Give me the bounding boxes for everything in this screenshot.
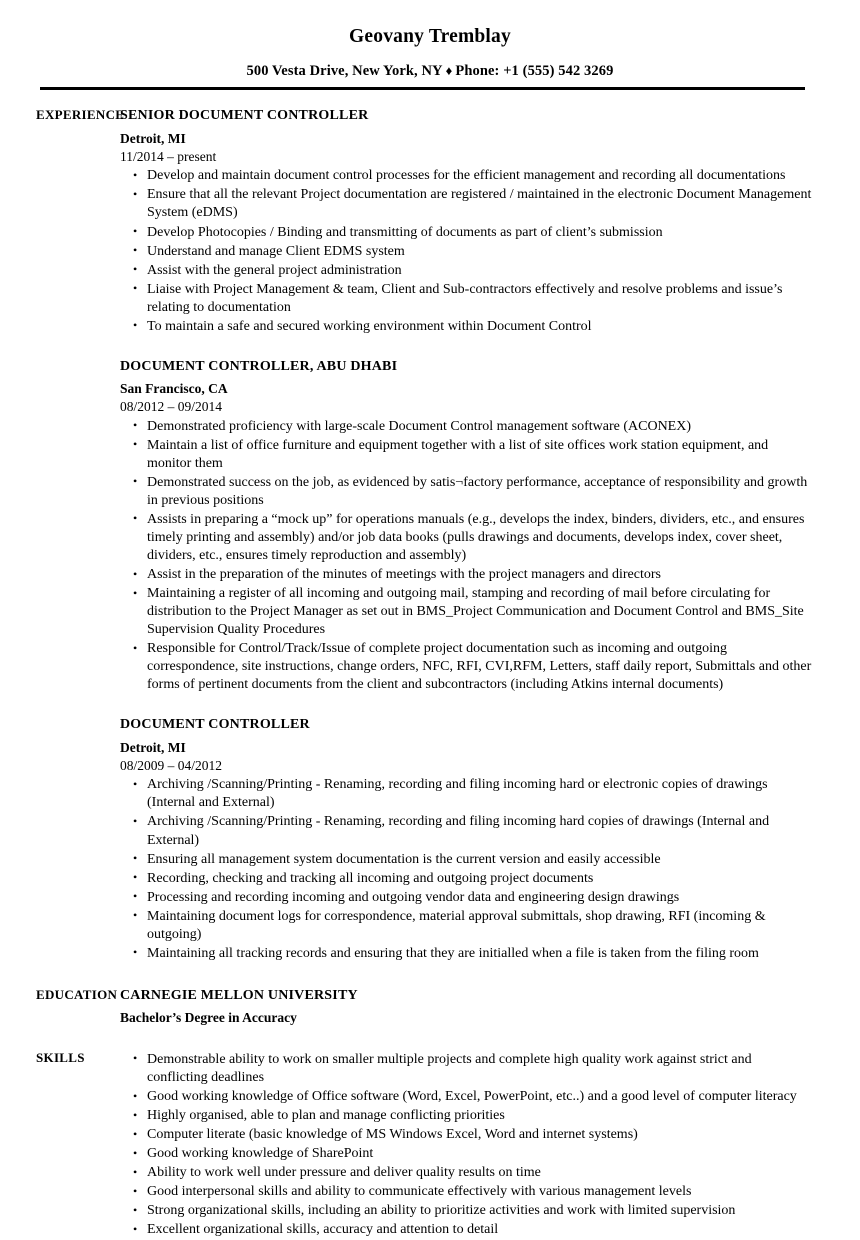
skill-bullet: • Good working knowledge of SharePoint [120, 1145, 812, 1163]
job-bullet-list [120, 167, 812, 335]
skills-body [120, 1050, 860, 1239]
job-dates: 08/2012 – 09/2014 [120, 398, 223, 414]
experience-section [0, 107, 860, 962]
job-bullet: • Processing and recording incoming and outgoing vendor data and engineering design drawings [120, 889, 812, 907]
education-school: CARNEGIE MELLON UNIVERSITY [120, 987, 358, 1003]
job-entry [120, 358, 812, 695]
education-section [0, 987, 860, 1027]
skill-bullet: • Computer literate (basic knowledge of MS Windows Excel, Word and internet systems) [120, 1126, 812, 1144]
job-bullet: • Maintaining document logs for correspondence, material approval submittals, shop drawing, RFI (incoming & outgoing) [120, 908, 812, 944]
job-bullet: • Maintaining a register of all incoming and outgoing mail, stamping and recording of mail before circulating for distribution to the Project Manager as set out in BMS_Project Communication and Document Control and BMS_Site Supervision Quality Procedures [120, 585, 812, 639]
skill-bullet: • Good working knowledge of Office software (Word, Excel, PowerPoint, etc..) and a good level of computer literacy [120, 1088, 812, 1106]
job-bullet: • Archiving /Scanning/Printing - Renaming, recording and filing incoming hard or electronic copies of drawings (Internal and External) [120, 776, 812, 812]
resume-header [0, 0, 860, 90]
job-bullet: • Recording, checking and tracking all incoming and outgoing project documents [120, 870, 812, 888]
job-bullet: • Responsible for Control/Track/Issue of complete project documentation such as incoming and outgoing correspondence, site instructions, change orders, NFC, RFI, CVI,RFM, Letters, staff daily report, Submittals and other forms of pertinent documents from the client and subcontractors (including Atkins internal documents) [120, 640, 812, 694]
job-bullet: • Archiving /Scanning/Printing - Renaming, recording and filing incoming hard copies of drawings (Internal and External) [120, 813, 812, 849]
phone-text: Phone: +1 (555) 542 3269 [455, 63, 614, 80]
skill-bullet: • Good interpersonal skills and ability to communicate effectively with various management levels [120, 1183, 812, 1201]
contact-line [0, 63, 860, 80]
job-bullet-list [120, 776, 812, 962]
job-location: Detroit, MI [120, 739, 186, 755]
skill-bullet: • Ability to work well under pressure and deliver quality results on time [120, 1164, 812, 1182]
job-title: DOCUMENT CONTROLLER [120, 717, 310, 733]
job-bullet: • Assist in the preparation of the minutes of meetings with the project managers and directors [120, 566, 812, 584]
education-degree: Bachelor’s Degree in Accuracy [120, 1010, 297, 1026]
job-title: SENIOR DOCUMENT CONTROLLER [120, 108, 369, 124]
job-bullet: • Maintain a list of office furniture and equipment together with a list of site offices work station equipment, and monitor them [120, 437, 812, 473]
job-location: Detroit, MI [120, 130, 186, 146]
skills-section [0, 1050, 860, 1239]
job-bullet: • Ensuring all management system documentation is the current version and easily accessible [120, 851, 812, 869]
job-bullet: • To maintain a safe and secured working environment within Document Control [120, 318, 812, 336]
skills-bullet-list [120, 1051, 812, 1239]
skill-bullet: • Demonstrable ability to work on smaller multiple projects and complete high quality work against strict and conflicting deadlines [120, 1051, 812, 1087]
job-bullet: • Assists in preparing a “mock up” for operations manuals (e.g., develops the index, binders, dividers, etc., and ensures timely printing and assembly) and/or job data books (pulls drawings and documents, develops index, cover sheet, dividers, etc., ensures timely reproduction and assembly) [120, 511, 812, 565]
address-text: 500 Vesta Drive, New York, NY [246, 63, 443, 80]
job-entry [120, 107, 812, 335]
education-body [120, 987, 860, 1027]
job-bullet: • Demonstrated proficiency with large-scale Document Control management software (ACONEX) [120, 418, 812, 436]
job-title: DOCUMENT CONTROLLER, ABU DHABI [120, 358, 398, 374]
header-divider [40, 87, 805, 90]
candidate-name: Geovany Tremblay [349, 26, 511, 47]
job-bullet: • Develop Photocopies / Binding and transmitting of documents as part of client’s submission [120, 224, 812, 242]
section-label-education: EDUCATION [36, 986, 118, 1002]
job-bullet: • Ensure that all the relevant Project documentation are registered / maintained in the electronic Document Management System (eDMS) [120, 186, 812, 222]
job-bullet: • Understand and manage Client EDMS system [120, 243, 812, 261]
job-bullet: • Develop and maintain document control processes for the efficient management and recording all documentations [120, 167, 812, 185]
job-bullet: • Maintaining all tracking records and ensuring that they are initialled when a file is taken from the filing room [120, 945, 812, 963]
diamond-separator-icon: ♦ [445, 63, 453, 79]
education-entry [120, 987, 812, 1027]
job-entry [120, 716, 812, 962]
job-bullet-list [120, 418, 812, 695]
skill-bullet: • Excellent organizational skills, accuracy and attention to detail [120, 1221, 812, 1239]
skill-bullet: • Highly organised, able to plan and manage conflicting priorities [120, 1107, 812, 1125]
job-dates: 08/2009 – 04/2012 [120, 757, 223, 773]
experience-body [120, 107, 860, 962]
job-bullet: • Liaise with Project Management & team, Client and Sub-contractors effectively and resolve problems and issue’s relating to documentation [120, 281, 812, 317]
job-dates: 11/2014 – present [120, 148, 217, 164]
job-location: San Francisco, CA [120, 380, 228, 396]
job-bullet: • Assist with the general project administration [120, 262, 812, 280]
job-bullet: • Demonstrated success on the job, as evidenced by satis¬factory performance, acceptance of responsibility and growth in previous positions [120, 474, 812, 510]
section-label-experience: EXPERIENCE [36, 107, 125, 123]
section-label-skills: SKILLS [36, 1049, 85, 1065]
skill-bullet: • Strong organizational skills, including an ability to prioritize activities and work with limited supervision [120, 1202, 812, 1220]
